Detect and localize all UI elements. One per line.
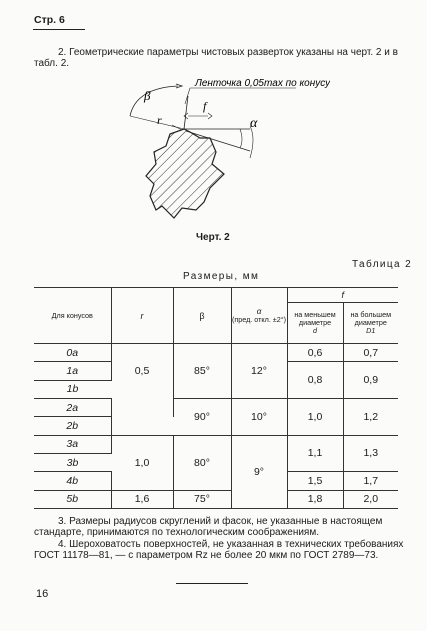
table-cell-konus: 2b [34, 417, 111, 435]
table-label: Таблица 2 [352, 259, 413, 270]
beta-label: β [144, 88, 151, 103]
table-cell-konus: 4b [34, 472, 111, 490]
table-cell-alpha: 10° [231, 398, 287, 435]
page-header: Стр. 6 [34, 14, 65, 26]
table-cell-beta: 75° [173, 490, 231, 508]
table-cell-f-D1: 0,7 [343, 344, 398, 362]
table-cell-r: 1,0 [111, 435, 173, 490]
alpha-arc [240, 129, 242, 148]
table-cell-r: 1,6 [111, 490, 173, 508]
table-cell-konus: 0a [34, 344, 111, 362]
paragraph-4: 4. Шероховатость поверхностей, не указанная в технических требованиях ГОСТ 11178—81, — с параметром Rz не более 20 мкм по ГОСТ 2789—73. [34, 539, 404, 562]
table-cell-alpha: 12° [231, 344, 287, 399]
figure-caption: Черт. 2 [196, 232, 230, 243]
table-cell-f-D1: 1,3 [343, 435, 398, 472]
table-cell-konus: 3a [34, 435, 111, 453]
dimensions-table [34, 287, 398, 509]
table-cell-beta: 80° [173, 435, 231, 490]
table-cell-f-D1: 1,7 [343, 472, 398, 490]
table-cell-konus: 1b [34, 380, 111, 398]
table-cell-konus: 3b [34, 453, 111, 471]
header-f: f [287, 288, 398, 303]
table-cell-konus: 2a [34, 398, 111, 416]
table-cell-f-d: 1,1 [287, 435, 343, 472]
r-label: r [157, 113, 162, 127]
beta-arc [130, 86, 178, 116]
table-cell-f-d: 0,6 [287, 344, 343, 362]
paragraph-3: 3. Размеры радиусов скруглений и фасок, не указанные в настоящем стандарте, принимаются по технологическим соображениям. [34, 516, 383, 539]
table-cell-konus: 5b [34, 490, 111, 508]
table-cell-beta: 85° [173, 344, 231, 399]
header-beta: β [173, 288, 231, 344]
header-r: r [111, 288, 173, 344]
figure-annotation: Ленточка 0,05max по конусу [195, 78, 330, 89]
table-title: Размеры, мм [183, 271, 260, 282]
header-alpha: α (пред. откл. ±2°) [231, 288, 287, 344]
table-cell-beta: 90° [173, 398, 231, 435]
table-cell-alpha: 9° [231, 435, 287, 508]
table-cell-f-d: 1,8 [287, 490, 343, 508]
table-cell-f-d: 0,8 [287, 362, 343, 399]
table-cell-f-D1: 2,0 [343, 490, 398, 508]
alpha-label: α [250, 116, 258, 131]
table-cell-konus: 1a [34, 362, 111, 380]
header-konus: Для конусов [34, 288, 111, 344]
table-cell-r: 0,5 [111, 344, 173, 399]
header-f-D1: на большем диаметре D1 [343, 303, 398, 344]
paragraph-2: 2. Геометрические параметры чистовых разверток указаны на черт. 2 и в табл. 2. [34, 47, 398, 70]
table-cell-f-D1: 0,9 [343, 362, 398, 399]
footer-rule [176, 583, 248, 584]
table-cell-r-empty [111, 417, 173, 435]
reamer-section [146, 129, 224, 218]
table-cell-f-d: 1,0 [287, 398, 343, 435]
table-cell-f-D1: 1,2 [343, 398, 398, 435]
table-cell-r-empty [111, 398, 173, 416]
header-f-d: на меньшем диаметре d [287, 303, 343, 344]
header-rule [33, 29, 85, 30]
f-label: f [203, 99, 207, 113]
page-number: 16 [36, 588, 49, 600]
table-cell-f-d: 1,5 [287, 472, 343, 490]
reamer-drawing [100, 78, 330, 228]
